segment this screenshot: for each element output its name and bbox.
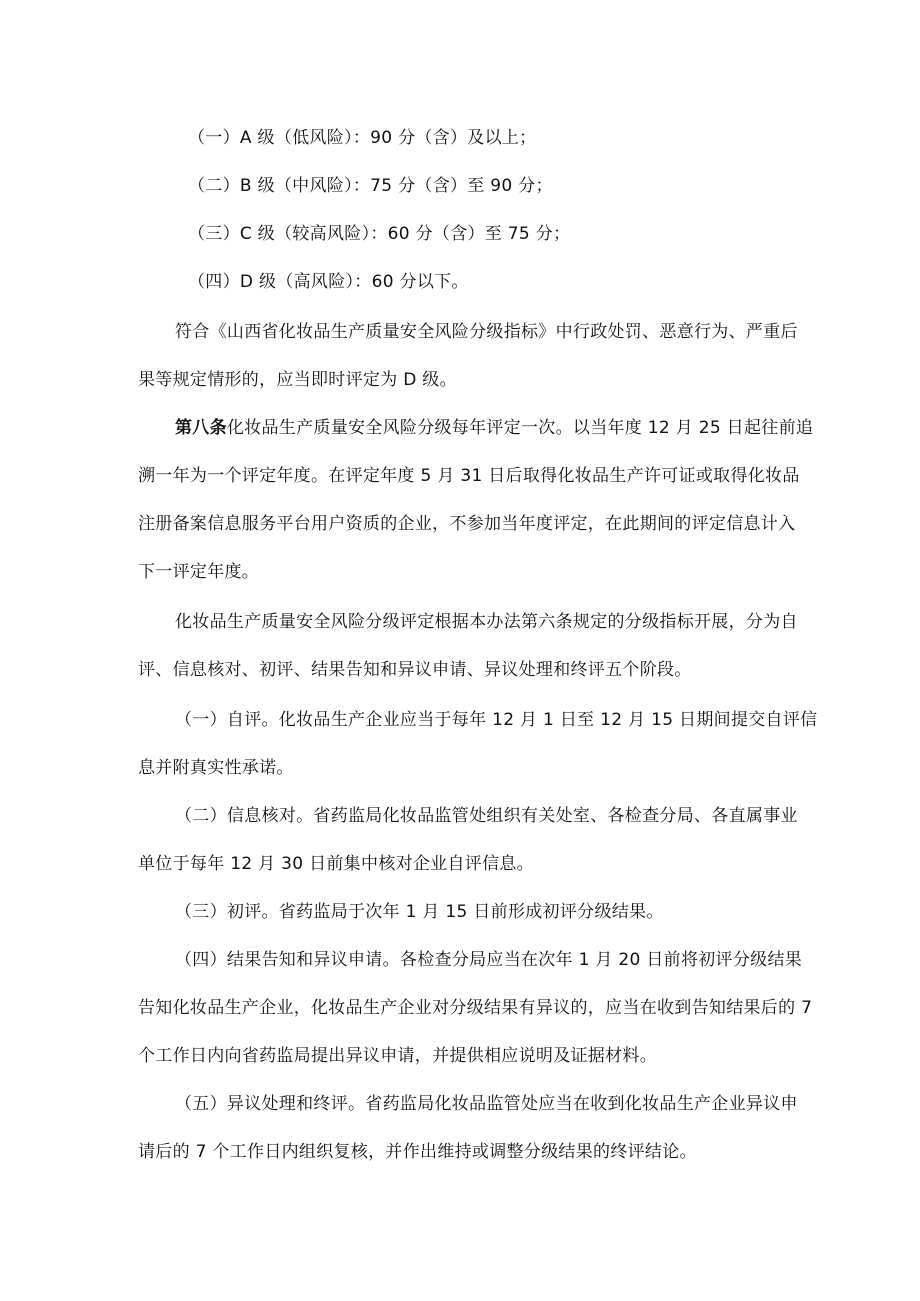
stages-para-line-2: 评、信息核对、初评、结果告知和异议申请、异议处理和终评五个阶段。 [138, 660, 692, 680]
stage-2-line-1: （二）信息核对。省药监局化妆品监管处组织有关处室、各检查分局、各直属事业 [175, 806, 798, 826]
stage-4-line-3: 个工作日内向省药监局提出异议申请，并提供相应说明及证据材料。 [138, 1046, 657, 1066]
stage-4-line-1: （四）结果告知和异议申请。各检查分局应当在次年 1 月 20 日前将初评分级结果 [175, 950, 803, 970]
stage-2-line-2: 单位于每年 12 月 30 日前集中核对企业自评信息。 [138, 854, 534, 874]
grade-c-line: （三）C 级（较高风险）：60 分（含）至 75 分； [188, 224, 571, 244]
grade-d-line: （四）D 级（高风险）：60 分以下。 [188, 272, 469, 292]
stage-1-line-2: 息并附真实性承诺。 [138, 758, 294, 778]
article-8-heading: 第八条 [175, 418, 227, 438]
article-8-line-3: 注册备案信息服务平台用户资质的企业，不参加当年度评定，在此期间的评定信息计入 [138, 514, 796, 534]
grade-b-line: （二）B 级（中风险）：75 分（含）至 90 分； [188, 176, 553, 196]
article-8-line-1 [175, 416, 813, 440]
article-8-line-4: 下一评定年度。 [138, 562, 260, 582]
stage-5-line-1: （五）异议处理和终评。省药监局化妆品监管处应当在收到化妆品生产企业异议申 [175, 1094, 798, 1114]
grade-a-line: （一）A 级（低风险）：90 分（含）及以上； [188, 128, 537, 148]
article-8-line-2: 溯一年为一个评定年度。在评定年度 5 月 31 日后取得化妆品生产许可证或取得化妆品 [138, 466, 800, 486]
stage-3-line-1: （三）初评。省药监局于次年 1 月 15 日前形成初评分级结果。 [175, 902, 664, 922]
stages-para-line-1: 化妆品生产质量安全风险分级评定根据本办法第六条规定的分级指标开展，分为自 [175, 612, 798, 632]
article-8-first-line-text: 化妆品生产质量安全风险分级每年评定一次。以当年度 12 月 25 日起往前追 [226, 418, 814, 438]
d-level-para-line-2: 果等规定情形的，应当即时评定为 D 级。 [138, 370, 457, 390]
stage-4-line-2: 告知化妆品生产企业，化妆品生产企业对分级结果有异议的，应当在收到告知结果后的 7 [138, 998, 813, 1018]
d-level-para-line-1: 符合《山西省化妆品生产质量安全风险分级指标》中行政处罚、恶意行为、严重后 [175, 322, 798, 342]
stage-5-line-2: 请后的 7 个工作日内组织复核，并作出维持或调整分级结果的终评结论。 [138, 1142, 697, 1162]
stage-1-line-1: （一）自评。化妆品生产企业应当于每年 12 月 1 日至 12 月 15 日期间提交自评信 [175, 710, 818, 730]
